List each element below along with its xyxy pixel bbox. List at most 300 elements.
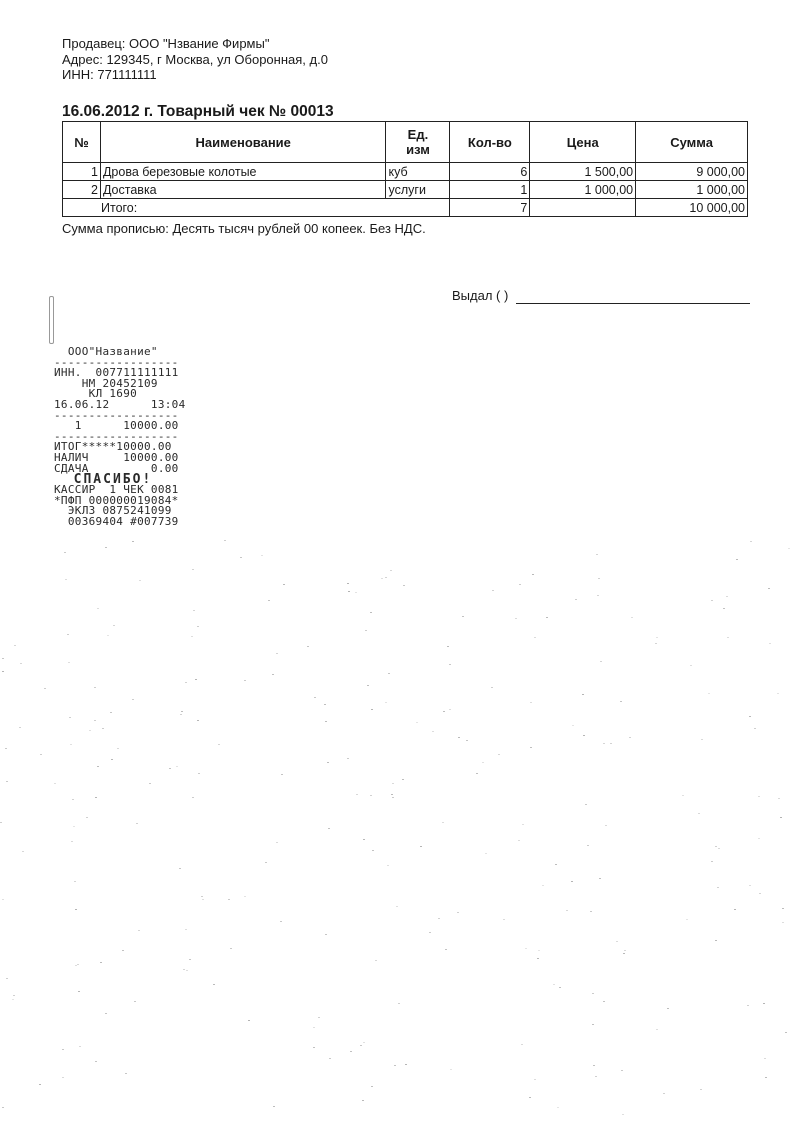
scan-speck [327,762,329,763]
scan-speck [261,555,263,556]
scan-speck [519,584,521,585]
scan-speck [631,617,633,618]
scan-speck [218,744,220,745]
scan-speck [110,712,112,713]
scan-speck [708,693,710,694]
scan-speck [723,608,725,609]
scan-speck [392,783,394,784]
header-unit-line1: Ед. [407,127,429,142]
header-name: Наименование [100,122,386,163]
scan-speck [13,995,15,996]
row-qty: 1 [450,181,530,199]
scan-speck [136,823,138,824]
scan-speck [747,1005,749,1006]
scan-speck [125,1073,127,1074]
scan-speck [350,1051,352,1052]
scan-speck [557,1107,559,1108]
scan-speck [228,899,230,900]
scan-speck [230,948,232,949]
scan-speck [5,748,7,749]
scan-speck [498,754,500,755]
scan-speck [78,991,80,992]
scan-speck [224,540,226,541]
scan-speck [590,911,592,912]
scan-speck [782,908,784,909]
scan-speck [360,1045,362,1046]
scan-speck [466,740,468,741]
scan-speck [749,885,751,886]
scan-speck [759,893,761,894]
scan-speck [402,779,404,780]
scan-speck [553,984,555,985]
scan-speck [105,547,107,548]
receipt-cash: НАЛИЧ 10000.00 [54,450,179,464]
scan-speck [169,768,171,769]
scan-speck [788,548,790,549]
scan-speck [2,1107,4,1108]
scan-speck [195,679,197,680]
scan-speck [371,1086,373,1087]
receipt-thanks: СПАСИБО! [54,472,153,488]
scan-speck [559,987,561,988]
table-row [63,181,748,199]
scan-speck [476,773,478,774]
scan-speck [764,1058,766,1059]
scan-speck [197,720,199,721]
scan-speck [491,687,493,688]
scan-speck [280,921,282,922]
scan-speck [763,1003,765,1004]
scan-speck [71,841,73,842]
scan-speck [2,658,4,659]
total-qty: 7 [450,199,530,217]
scan-speck [132,699,134,700]
scan-speck [780,817,782,818]
scan-speck [585,804,587,805]
scan-speck [711,861,713,862]
scan-speck [394,1065,396,1066]
scan-speck [432,731,434,732]
scan-speck [117,748,119,749]
scan-speck [447,646,449,647]
scan-speck [72,799,74,800]
scan-speck [97,608,99,609]
scan-speck [268,600,270,601]
row-name: Дрова березовые колотые [100,163,386,181]
receipt-total: ИТОГ*****10000.00 [54,440,172,454]
goods-table [62,121,748,217]
scan-speck [132,541,134,542]
scan-speck [348,591,350,592]
scan-speck [189,959,191,960]
scan-speck [67,634,69,635]
scan-speck [656,637,658,638]
scan-speck [365,630,367,631]
receipt-eklz: ЭКЛЗ 0875241099 [54,504,172,518]
scan-speck [6,781,8,782]
scan-speck [621,1070,623,1071]
scan-speck [698,813,700,814]
scan-speck [718,848,720,849]
scan-speck [492,590,494,591]
scan-speck [593,1065,595,1066]
scan-speck [622,1114,624,1115]
scan-speck [107,635,109,636]
document-title: 16.06.2012 г. Товарный чек № 00013 [62,103,334,120]
scan-speck [629,737,631,738]
row-unit: куб [386,163,450,181]
receipt-kl: КЛ 1690 [54,387,138,401]
scan-speck [313,1047,315,1048]
seller-name: Продавец: ООО "Нзвание Фирмы" [62,36,270,51]
scan-speck [324,704,326,705]
scan-speck [367,685,369,686]
scan-speck [555,864,557,865]
header-price: Цена [530,122,636,163]
scan-speck [100,962,102,963]
scan-speck [111,759,113,760]
scan-speck [39,1084,41,1085]
seller-info [62,36,328,83]
scan-speck [313,1027,315,1028]
receipt-pfp: *ПФП 000000019084* [54,493,179,507]
scan-speck [20,663,22,664]
scan-speck [385,577,387,578]
receipt-separator: ------------------ [54,429,179,443]
row-name: Доставка [100,181,386,199]
scan-speck [777,693,779,694]
scan-speck [429,932,431,933]
scan-speck [449,709,451,710]
scan-speck [596,554,598,555]
scan-speck [727,637,729,638]
scan-speck [54,783,56,784]
scan-speck [387,865,389,866]
scan-speck [534,637,536,638]
header-qty: Кол-во [450,122,530,163]
scan-speck [462,616,464,617]
scan-speck [623,953,625,954]
scan-speck [663,1093,665,1094]
scan-speck [179,868,181,869]
scan-speck [605,825,607,826]
scan-speck [95,797,97,798]
scan-speck [64,552,66,553]
scan-speck [183,969,185,970]
scan-speck [597,595,599,596]
scan-speck [566,910,568,911]
scan-speck [572,725,574,726]
scan-speck [768,588,770,589]
scan-speck [185,929,187,930]
scan-speck [381,578,383,579]
scan-speck [391,794,393,795]
scan-speck [149,783,151,784]
scan-speck [442,822,444,823]
scan-speck [458,737,460,738]
scan-speck [328,828,330,829]
scan-speck [12,999,14,1000]
receipt-inn: ИНН. 007711111111 [54,366,179,380]
scan-speck [273,1106,275,1107]
scan-speck [769,643,771,644]
scan-speck [620,701,622,702]
scan-speck [122,950,124,951]
scan-speck [86,817,88,818]
scan-speck [62,1049,64,1050]
scan-speck [736,559,738,560]
scan-speck [690,665,692,666]
scan-speck [530,747,532,748]
scan-speck [370,795,372,796]
scan-speck [603,743,605,744]
scan-speck [610,743,612,744]
scan-speck [68,662,70,663]
seller-inn: ИНН: 771111111 [62,67,157,82]
scan-speck [6,978,8,979]
scan-speck [134,1001,136,1002]
scan-speck [390,570,392,571]
scan-speck [73,826,75,827]
scan-speck [347,758,349,759]
scan-speck [521,1044,523,1045]
receipt-item: 1 10000.00 [54,419,179,433]
receipt-store: ООО"Название" [54,345,158,358]
row-price: 1 500,00 [530,163,636,181]
scan-speck [14,645,16,646]
seller-address: Адрес: 129345, г Москва, ул Оборонная, д.0 [62,51,328,67]
scan-speck [22,851,24,852]
scan-speck [307,646,309,647]
total-sum: 10 000,00 [636,199,748,217]
scan-speck [44,688,46,689]
receipt-separator: ------------------ [54,355,179,369]
scan-speck [582,694,584,695]
scan-speck [69,717,71,718]
scan-speck [363,839,365,840]
scan-speck [599,878,601,879]
scan-speck [113,625,115,626]
scan-speck [726,596,728,597]
scan-speck [530,702,532,703]
scan-speck [385,702,387,703]
scan-speck [65,579,67,580]
scan-speck [785,1032,787,1033]
scan-speck [587,845,589,846]
scan-speck [75,909,77,910]
scan-speck [392,797,394,798]
scan-speck [375,960,377,961]
scan-speck [749,716,751,717]
scan-speck [181,711,183,712]
scan-speck [515,618,517,619]
scan-speck [782,922,784,923]
scan-speck [138,930,140,931]
scan-speck [503,919,505,920]
scan-speck [318,1017,320,1018]
table-total-row [63,199,748,217]
scan-speck [213,984,215,985]
scan-speck [686,919,688,920]
receipt-change: СДАЧА 0.00 [54,461,179,475]
scan-speck [362,1100,364,1101]
scan-speck [445,949,447,950]
scan-speck [244,896,246,897]
scan-speck [603,1001,605,1002]
scan-speck [79,1046,81,1047]
scan-speck [538,950,540,951]
table-header-row [63,122,748,163]
signature-line [516,303,750,304]
scan-speck [532,574,534,575]
scan-speck [193,610,195,611]
scan-speck [325,934,327,935]
scan-speck [40,754,42,755]
scan-speck [734,909,736,910]
scan-speck [534,1079,536,1080]
scan-speck [388,673,390,674]
scan-speck [598,578,600,579]
scan-speck [571,881,573,882]
scan-speck [537,958,539,959]
scan-speck [371,709,373,710]
scan-speck [449,664,451,665]
scan-speck [197,626,199,627]
scan-speck [314,697,316,698]
scan-speck [403,585,405,586]
row-sum: 1 000,00 [636,181,748,199]
scan-speck [420,846,422,847]
scan-speck [450,1069,452,1070]
scan-speck [192,797,194,798]
amount-in-words: Сумма прописью: Десять тысяч рублей 00 копеек. Без НДС. [62,221,426,236]
scan-speck [717,887,719,888]
scan-speck [398,1003,400,1004]
scan-speck [97,766,99,767]
scan-speck [438,918,440,919]
scan-speck [94,687,96,688]
row-num: 2 [63,181,101,199]
receipt-nm: НМ 20452109 [54,376,158,390]
scan-speck [624,950,626,951]
header-unit-line2: изм [406,142,430,157]
scan-speck [778,798,780,799]
scan-speck [272,674,274,675]
scan-speck [325,721,327,722]
scan-speck [542,885,544,886]
row-price: 1 000,00 [530,181,636,199]
scan-speck [592,993,594,994]
row-sum: 9 000,00 [636,163,748,181]
receipt-separator: ------------------ [54,408,179,422]
receipt-datetime: 16.06.12 13:04 [54,397,186,411]
scan-speck [276,842,278,843]
scan-speck [180,714,182,715]
receipt-cashier: КАССИР 1 ЧЕК 0081 [54,483,179,497]
row-num: 1 [63,163,101,181]
scan-speck [2,671,4,672]
scan-speck [105,1013,107,1014]
scan-speck [192,569,194,570]
scan-speck [522,824,524,825]
scan-speck [715,846,717,847]
scan-speck [102,728,104,729]
scan-speck [701,739,703,740]
scan-speck [70,744,72,745]
scan-speck [600,661,602,662]
scan-speck [595,1076,597,1077]
scan-speck [191,636,193,637]
scan-speck [240,557,242,558]
scan-speck [715,940,717,941]
scan-speck [765,1077,767,1078]
scan-speck [62,1077,64,1078]
scan-speck [711,600,713,601]
table-row [63,163,748,181]
scan-speck [75,965,77,966]
scan-speck [19,727,21,728]
scan-speck [139,580,141,581]
scan-speck [370,612,372,613]
scan-speck [457,912,459,913]
scan-speck [518,840,520,841]
scan-speck [682,795,684,796]
scan-speck [592,1024,594,1025]
scan-speck [74,881,76,882]
header-num: № [63,122,101,163]
scan-speck [405,1064,407,1065]
scan-speck [283,584,285,585]
scan-speck [525,948,527,949]
scan-speck [655,643,657,644]
receipt-serial: 00369404 #007739 [54,514,179,528]
scan-speck [201,896,203,897]
scan-speck [667,1008,669,1009]
header-sum: Сумма [636,122,748,163]
scan-speck [244,680,246,681]
scan-speck [758,796,760,797]
scan-speck [265,862,267,863]
header-unit [386,122,450,163]
scan-speck [347,583,349,584]
staple-mark [49,296,54,344]
scan-speck [276,653,278,654]
scan-speck [700,1089,702,1090]
scan-speck [754,728,756,729]
scan-speck [372,850,374,851]
scan-speck [95,1061,97,1062]
scan-speck [198,773,200,774]
scan-speck [329,1058,331,1059]
scan-speck [396,906,398,907]
total-label: Итого: [63,199,450,217]
issued-by-label: Выдал ( ) [452,288,509,303]
cash-register-receipt [54,347,214,528]
scan-speck [583,735,585,736]
row-qty: 6 [450,163,530,181]
scan-speck [616,941,618,942]
scan-speck [443,711,445,712]
scan-speck [248,1020,250,1021]
scan-speck [355,592,357,593]
scan-speck [482,762,484,763]
scan-speck [89,730,91,731]
total-price-empty [530,199,636,217]
scan-speck [529,1097,531,1098]
scan-speck [186,970,188,971]
scan-speck [656,1029,658,1030]
scan-speck [750,541,752,542]
